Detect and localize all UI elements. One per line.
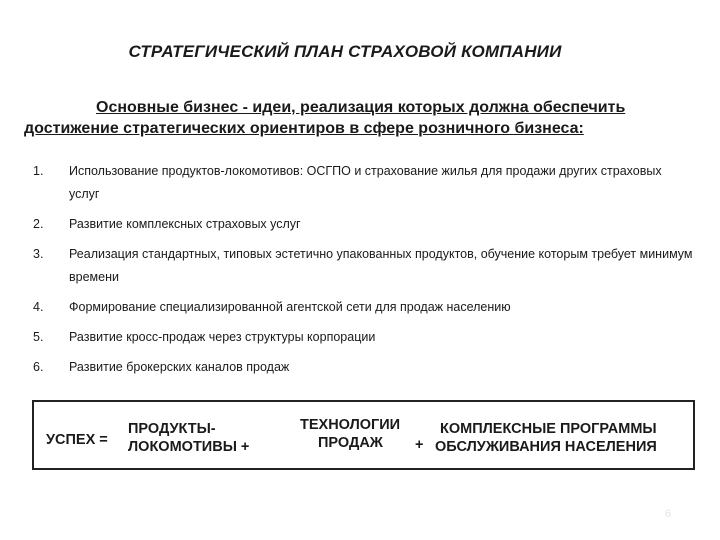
subtitle-line-1: Основные бизнес - идеи, реализация которых должна обеспечить [96,99,626,116]
list-item [33,243,693,289]
success-label: УСПЕХ = [46,432,108,448]
page-number: 6 [665,508,672,520]
success-formula-box [32,400,695,470]
ideas-list [33,160,693,386]
page-title: СТРАТЕГИЧЕСКИЙ ПЛАН СТРАХОВОЙ КОМПАНИИ [128,42,562,61]
item-text: Развитие кросс-продаж через структуры корпорации [69,330,376,344]
plus-sign: + [415,437,424,453]
item-number: 5. [33,330,44,344]
list-item [33,356,693,379]
products-line-1: ПРОДУКТЫ- [128,421,216,437]
subtitle-line-2: достижение стратегических ориентиров в сфере розничного бизнеса: [24,120,584,137]
item-number: 6. [33,360,44,374]
subtitle [24,97,704,139]
item-number: 4. [33,300,44,314]
item-number: 1. [33,164,44,178]
item-text: Реализация стандартных, типовых эстетично упакованных продуктов, обучение которым требует минимум времени [69,247,693,284]
item-text: Развитие комплексных страховых услуг [69,217,301,231]
list-item [33,160,693,206]
list-item [33,213,693,236]
technologies-line-1: ТЕХНОЛОГИИ [300,417,401,433]
list-item [33,296,693,319]
technologies-line-2: ПРОДАЖ [318,435,383,451]
item-text: Использование продуктов-локомотивов: ОСГПО и страхование жилья для продажи других страховых услуг [69,164,662,201]
complex-programs-line-1: КОМПЛЕКСНЫЕ ПРОГРАММЫ [440,421,657,437]
item-text: Формирование специализированной агентской сети для продаж населению [69,300,511,314]
item-number: 3. [33,247,44,261]
item-text: Развитие брокерских каналов продаж [69,360,290,374]
item-number: 2. [33,217,44,231]
products-line-2: ЛОКОМОТИВЫ + [128,439,250,455]
complex-programs-line-2: ОБСЛУЖИВАНИЯ НАСЕЛЕНИЯ [435,439,657,455]
list-item [33,326,693,349]
